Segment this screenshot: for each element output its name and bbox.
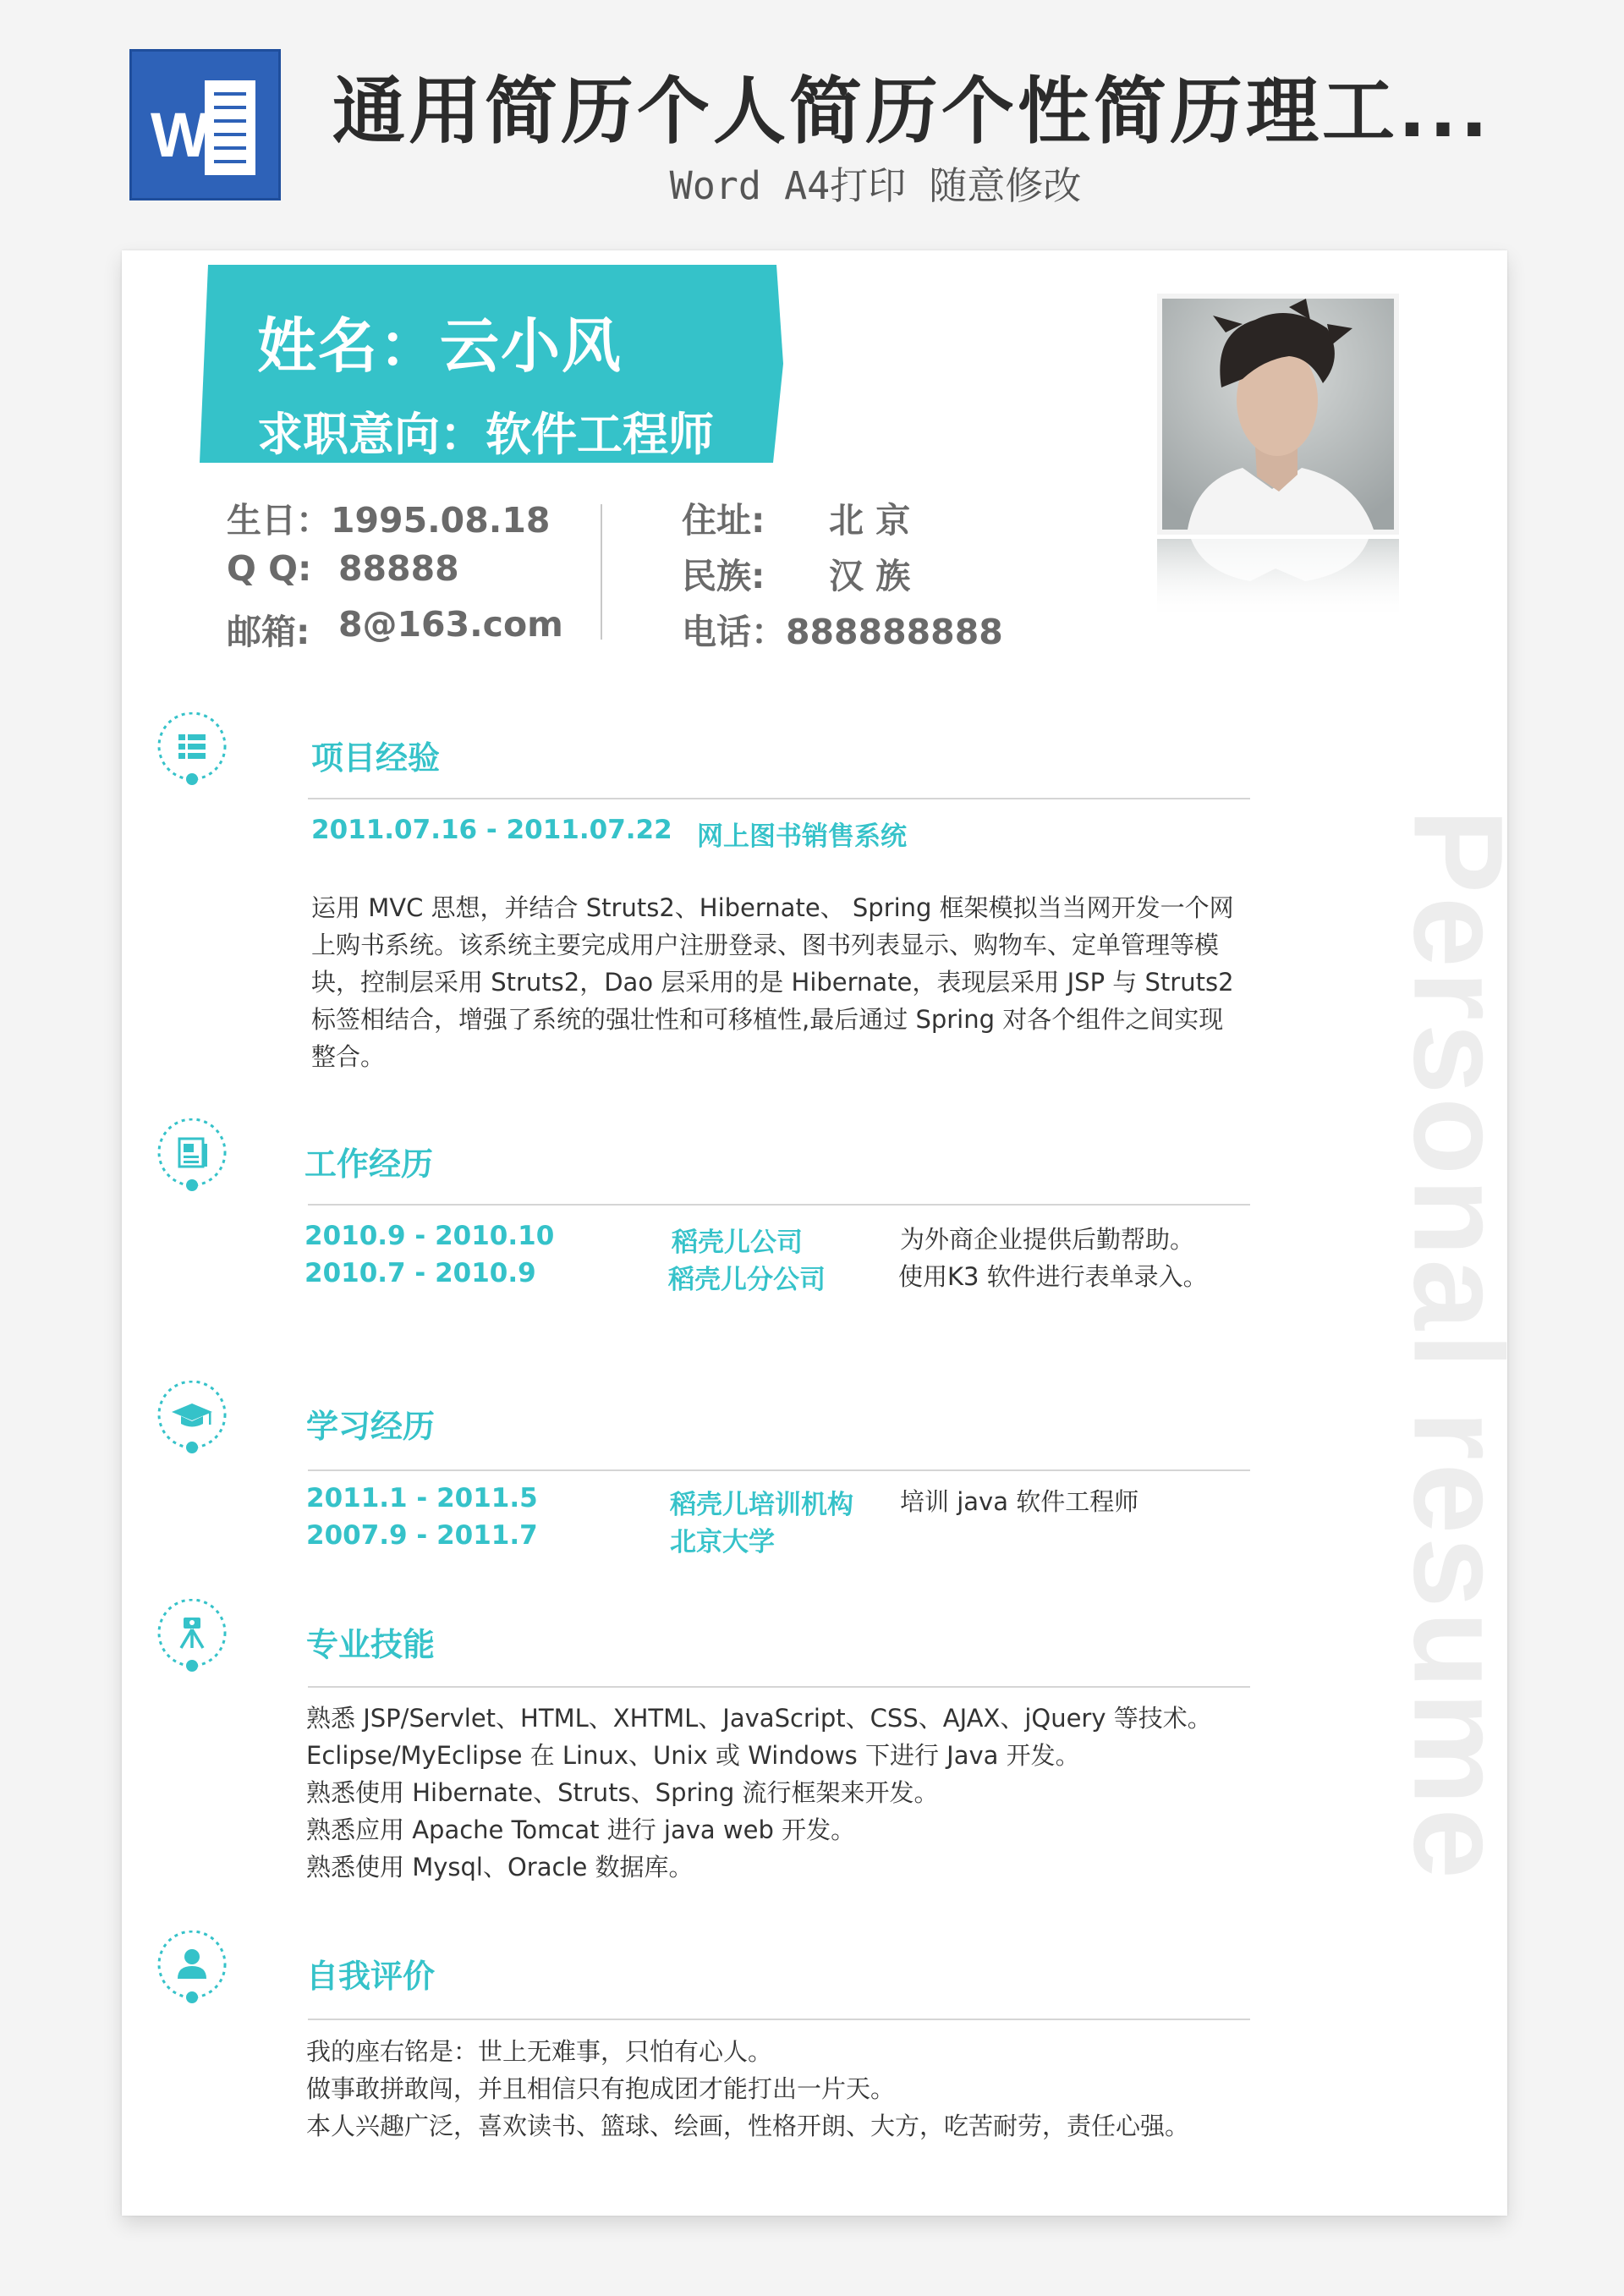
education-date: 2007.9 - 2011.7 xyxy=(306,1520,538,1551)
birthday-field: 生日：1995.08.18 xyxy=(227,500,551,541)
work-desc: 使用K3 软件进行表单录入。 xyxy=(898,1262,1208,1291)
self-evaluation-line: 我的座右铭是：世上无难事，只怕有心人。 xyxy=(306,2037,773,2066)
name-ribbon xyxy=(200,265,783,463)
qq-value: 88888 xyxy=(338,548,459,589)
graduation-cap-icon xyxy=(156,1381,228,1453)
skill-line: 熟悉使用 Hibernate、Struts、Spring 流行框架来开发。 xyxy=(306,1778,939,1807)
education-school: 北京大学 xyxy=(670,1527,775,1557)
skills-section-rule xyxy=(308,1686,1250,1688)
project-section xyxy=(156,712,228,788)
skill-line: 熟悉使用 Mysql、Oracle 数据库。 xyxy=(306,1853,694,1881)
watermark-text: Personal resume xyxy=(1387,809,1530,1882)
ethnic-label: 民族: xyxy=(682,556,765,596)
resume-page xyxy=(122,250,1530,2216)
project-date: 2011.07.16 - 2011.07.22 xyxy=(311,815,672,845)
self-evaluation-line: 做事敢拼敢闯，并且相信只有抱成团才能打出一片天。 xyxy=(306,2074,896,2103)
education-section-title: 学习经历 xyxy=(306,1408,436,1445)
applicant-name: 姓名：云小风 xyxy=(257,311,623,381)
job-intent: 求职意向：软件工程师 xyxy=(257,408,714,461)
project-desc-line: 上购书系统。该系统主要完成用户注册登录、图书列表显示、购物车、定单管理等模 xyxy=(311,931,1220,959)
document-subtitle: Word A4打印 随意修改 xyxy=(669,163,1082,208)
skill-line: 熟悉应用 Apache Tomcat 进行 java web 开发。 xyxy=(306,1815,856,1844)
list-icon xyxy=(156,712,228,785)
address-label: 住址: xyxy=(682,500,765,541)
self-evaluation-line: 本人兴趣广泛，喜欢读书、篮球、绘画，性格开朗、大方，吃苦耐劳，责任心强。 xyxy=(306,2112,1190,2140)
email-value: 8@163.com xyxy=(338,604,563,645)
work-section xyxy=(156,1118,228,1195)
project-section-rule xyxy=(308,798,1250,799)
qq-label: Q Q: xyxy=(227,548,312,589)
work-company: 稻壳儿分公司 xyxy=(668,1265,826,1295)
skill-line: 熟悉 JSP/Servlet、HTML、XHTML、JavaScript、CSS、AJAX、jQuery 等技术。 xyxy=(306,1704,1212,1733)
self-evaluation-section-title: 自我评价 xyxy=(306,1958,436,1995)
project-desc-line: 标签相结合，增强了系统的强壮性和可移植性,最后通过 Spring 对各个组件之间实现 xyxy=(311,1005,1224,1034)
email-label: 邮箱: xyxy=(227,612,310,652)
work-desc: 为外商企业提供后勤帮助。 xyxy=(900,1225,1195,1254)
profile-photo xyxy=(1157,294,1399,535)
work-section-title: 工作经历 xyxy=(304,1145,434,1183)
document-title: 通用简历个人简历个性简历理工... xyxy=(332,69,1492,154)
ethnic-value: 汉 族 xyxy=(829,556,911,596)
education-desc: 培训 java 软件工程师 xyxy=(900,1487,1139,1516)
work-date: 2010.9 - 2010.10 xyxy=(304,1221,555,1251)
phone-field: 电话：888888888 xyxy=(682,612,1003,652)
profile-photo-reflection xyxy=(1157,539,1399,620)
skills-section xyxy=(156,1599,228,1675)
education-section xyxy=(156,1381,228,1457)
tripod-icon xyxy=(156,1599,228,1672)
work-company: 稻壳儿公司 xyxy=(672,1228,803,1258)
work-section-rule xyxy=(308,1204,1250,1206)
education-section-rule xyxy=(308,1469,1250,1471)
work-date: 2010.7 - 2010.9 xyxy=(304,1258,536,1288)
self-evaluation-section-rule xyxy=(308,2019,1250,2020)
education-date: 2011.1 - 2011.5 xyxy=(306,1483,538,1513)
project-desc-line: 运用 MVC 思想，并结合 Struts2、Hibernate、 Spring 框架模拟当当网开发一个网 xyxy=(311,893,1234,922)
project-name: 网上图书销售系统 xyxy=(697,821,907,852)
word-logo-letter: W xyxy=(151,100,210,170)
project-section-title: 项目经验 xyxy=(311,739,441,777)
skill-line: Eclipse/MyEclipse 在 Linux、Unix 或 Windows 下进行 Java 开发。 xyxy=(306,1741,1080,1770)
person-icon xyxy=(156,1931,228,2003)
document-icon xyxy=(156,1118,228,1191)
education-school: 稻壳儿培训机构 xyxy=(670,1490,853,1520)
skills-section-title: 专业技能 xyxy=(306,1626,436,1663)
project-desc-line: 块，控制层采用 Struts2，Dao 层采用的是 Hibernate，表现层采用 JSP 与 Struts2 xyxy=(311,968,1234,997)
project-desc-line: 整合。 xyxy=(311,1042,386,1071)
info-divider xyxy=(601,504,602,640)
address-value: 北 京 xyxy=(829,500,911,541)
self-evaluation-section xyxy=(156,1931,228,2007)
